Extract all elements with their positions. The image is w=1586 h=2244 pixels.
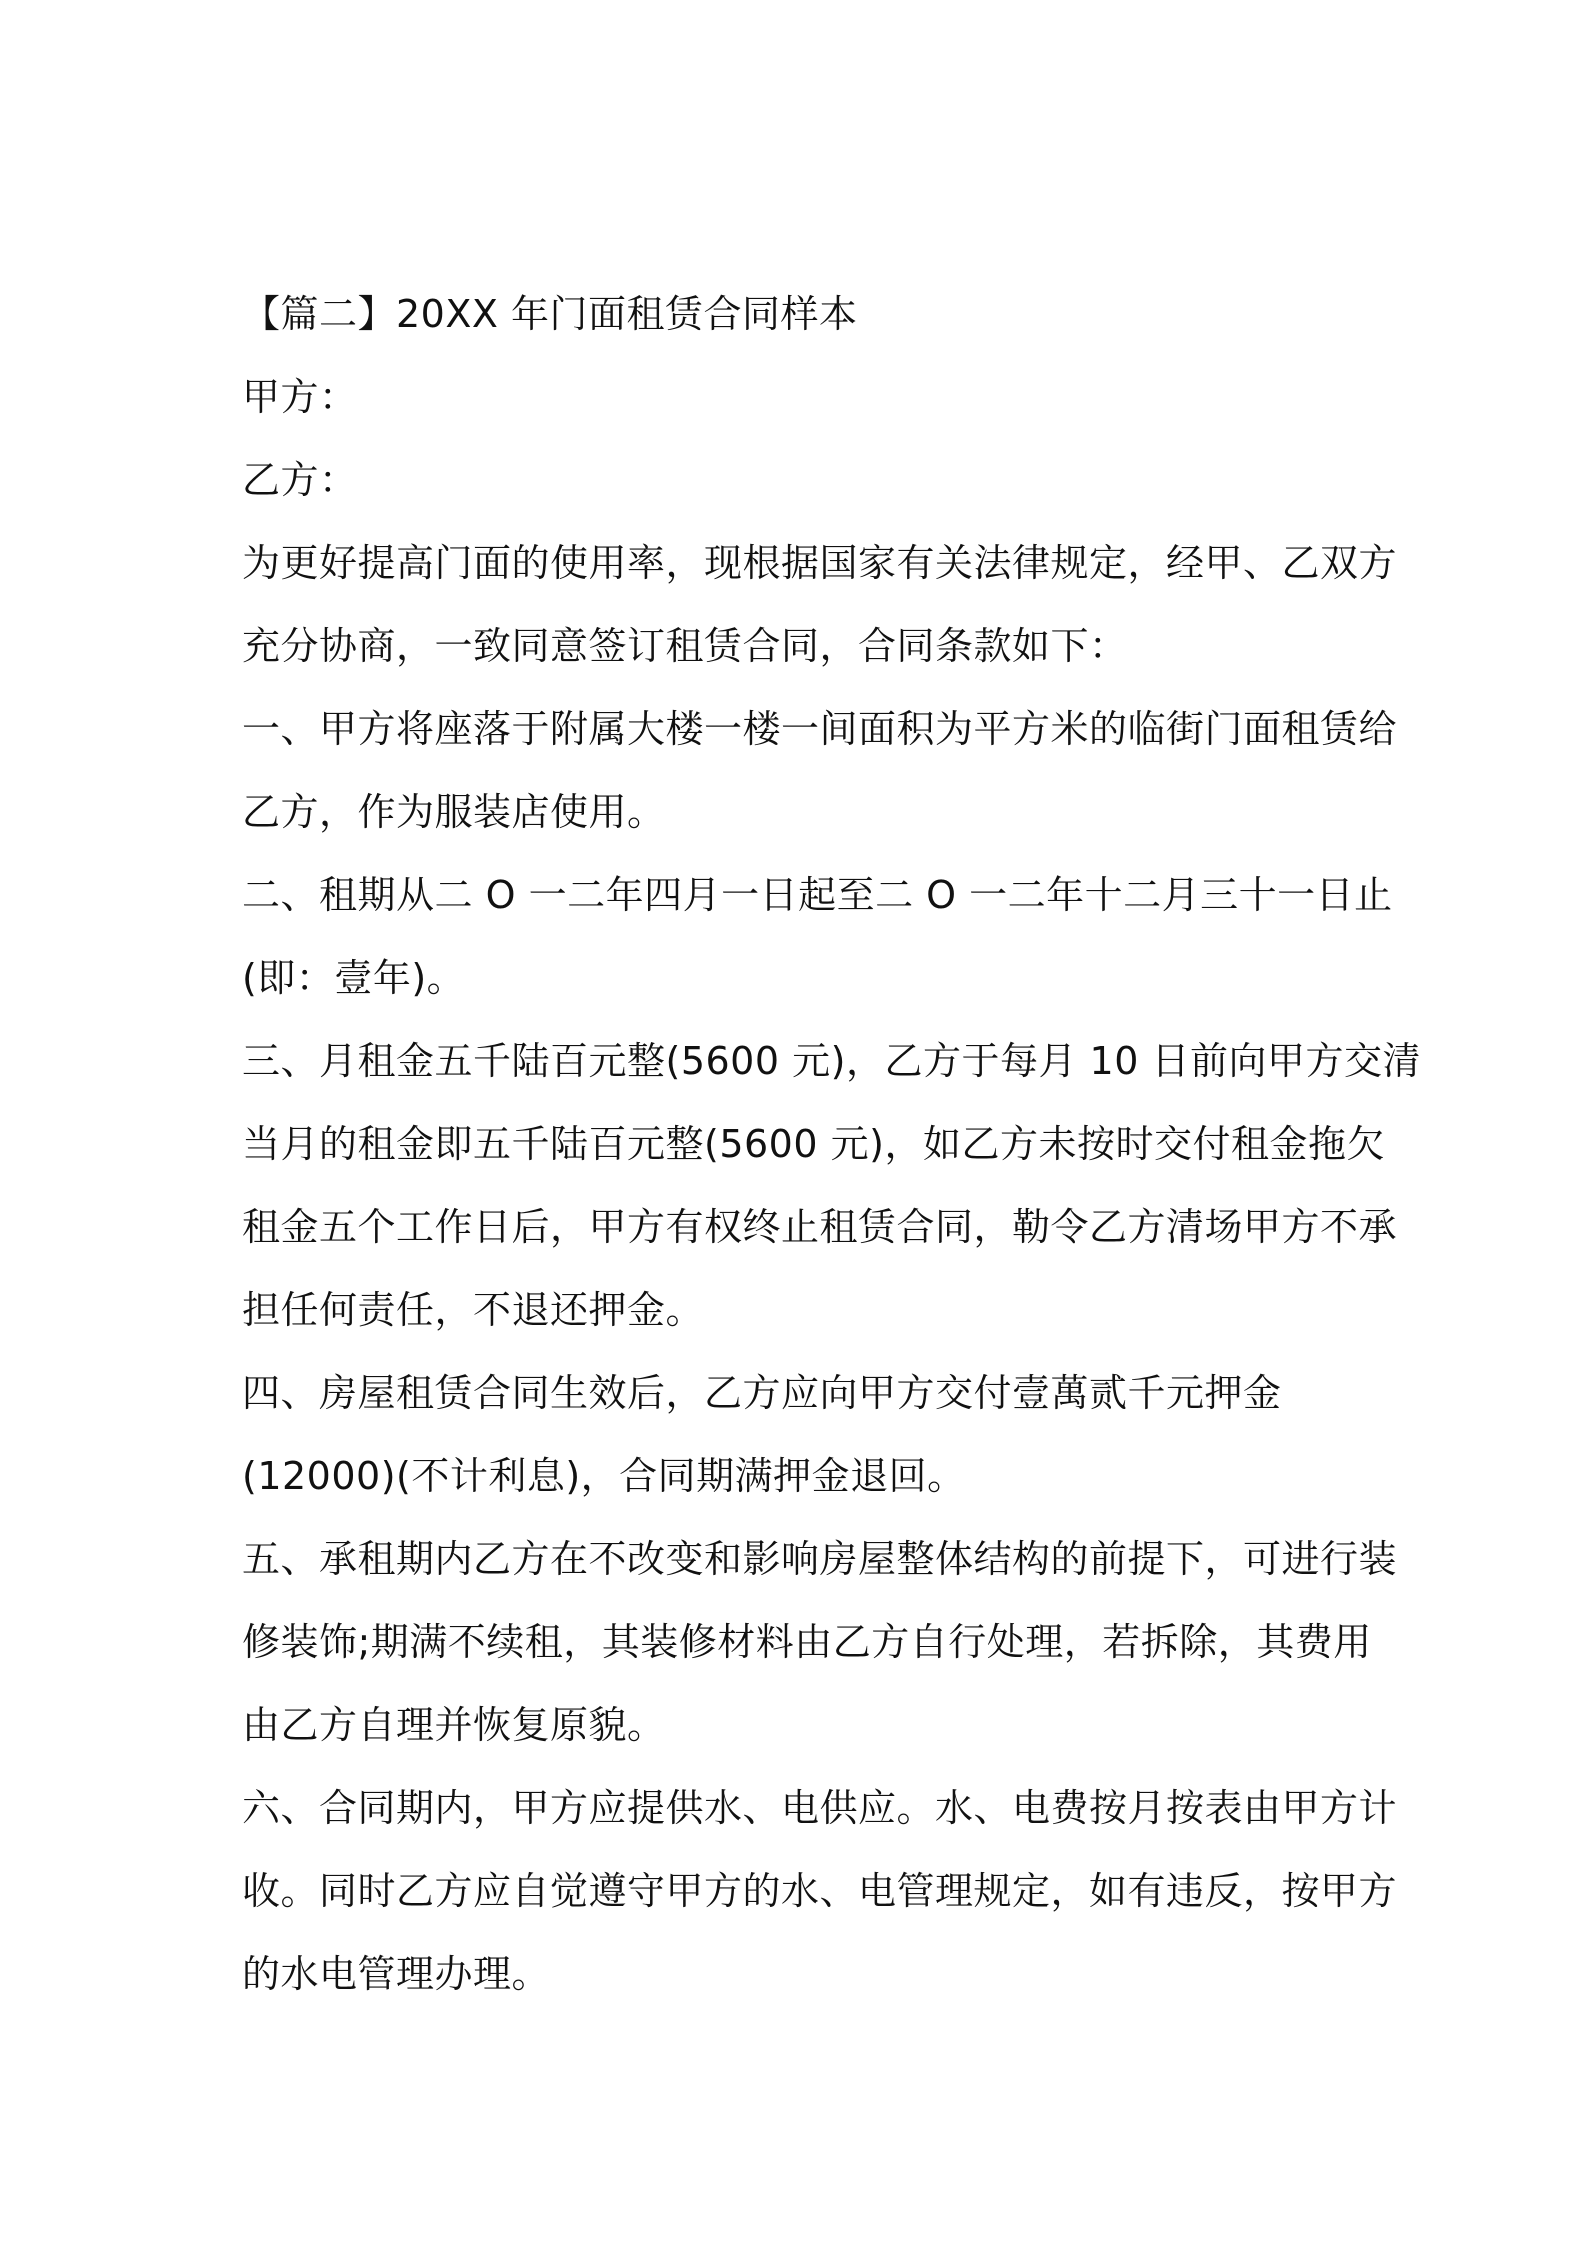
party-a-label: 甲方： [242,375,358,419]
clause-3-line-3: 租金五个工作日后，甲方有权终止租赁合同，勒令乙方清场甲方不承 [242,1205,1398,1249]
clause-5-line-1: 五、承租期内乙方在不改变和影响房屋整体结构的前提下，可进行装 [242,1537,1398,1581]
clause-1-line-2: 乙方，作为服装店使用。 [242,790,666,834]
clause-2-line-2: (即：壹年)。 [242,956,466,1000]
clause-2-line-1: 二、租期从二 O 一二年四月一日起至二 O 一二年十二月三十一日止 [242,873,1393,917]
clause-3-line-2: 当月的租金即五千陆百元整(5600 元)，如乙方未按时交付租金拖欠 [242,1122,1385,1166]
clause-6-line-2: 收。同时乙方应自觉遵守甲方的水、电管理规定，如有违反，按甲方 [242,1869,1398,1913]
clause-6-line-3: 的水电管理办理。 [242,1952,551,1996]
clause-4-line-2: (12000)(不计利息)，合同期满押金退回。 [242,1454,966,1498]
clause-3-line-4: 担任何责任，不退还押金。 [242,1288,705,1332]
document-page [242,0,1421,2244]
preamble-line-2: 充分协商，一致同意签订租赁合同，合同条款如下： [242,624,1128,668]
clause-4-line-1: 四、房屋租赁合同生效后，乙方应向甲方交付壹萬贰千元押金 [242,1371,1282,1415]
clause-6-line-1: 六、合同期内，甲方应提供水、电供应。水、电费按月按表由甲方计 [242,1786,1398,1830]
clause-3-line-1: 三、月租金五千陆百元整(5600 元)，乙方于每月 10 日前向甲方交清 [242,1039,1421,1083]
clause-5-line-2: 修装饰;期满不续租，其装修材料由乙方自行处理，若拆除，其费用 [242,1620,1372,1664]
document-title: 【篇二】20XX 年门面租赁合同样本 [242,292,858,336]
clause-5-line-3: 由乙方自理并恢复原貌。 [242,1703,666,1747]
clause-1-line-1: 一、甲方将座落于附属大楼一楼一间面积为平方米的临街门面租赁给 [242,707,1398,751]
party-b-label: 乙方： [242,458,358,502]
preamble-line-1: 为更好提高门面的使用率，现根据国家有关法律规定，经甲、乙双方 [242,541,1398,585]
